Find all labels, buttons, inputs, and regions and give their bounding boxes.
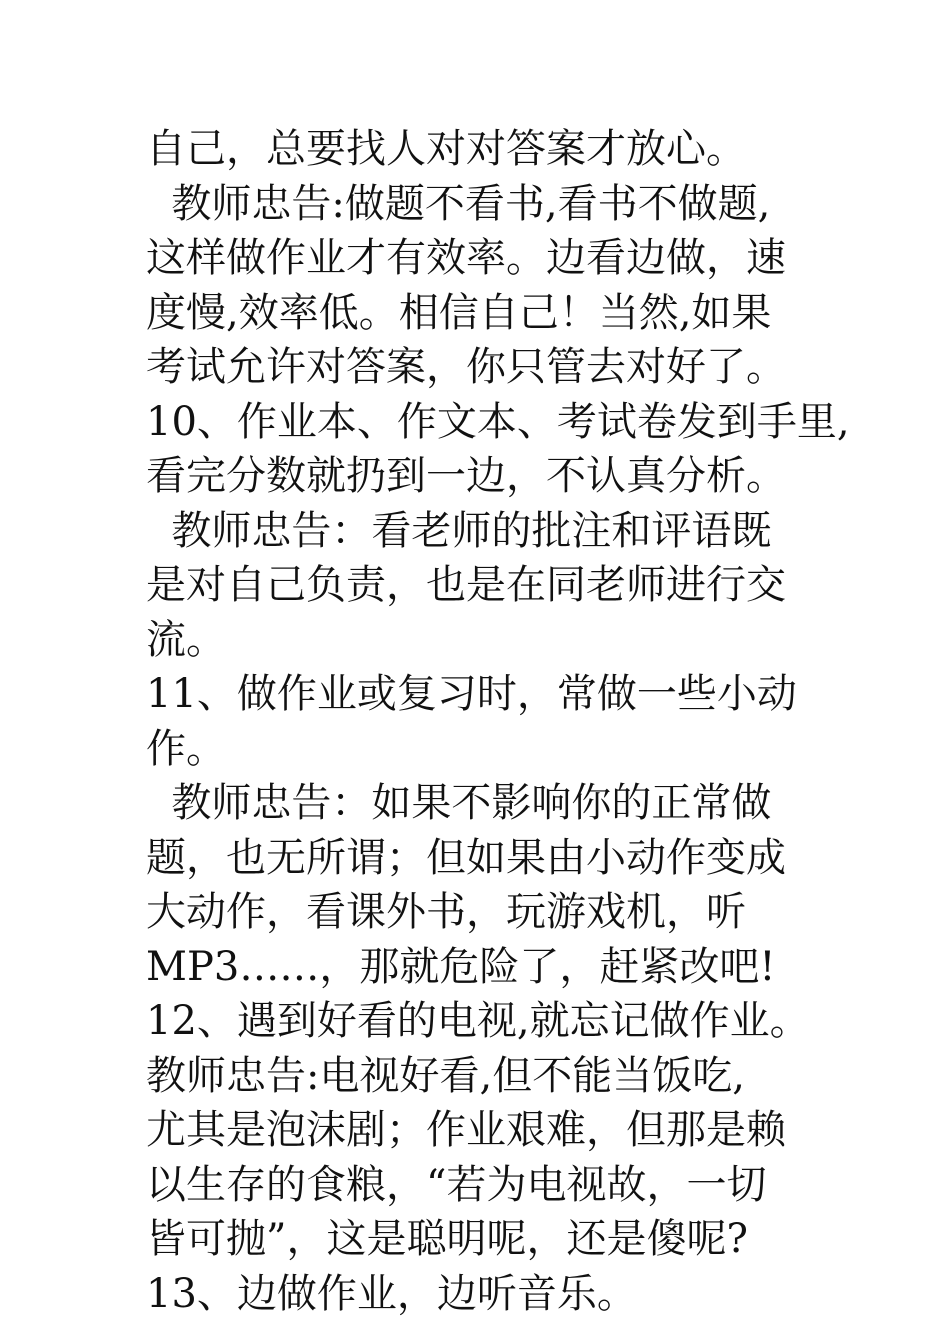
text-line: 看完分数就扔到一边，不认真分析。 (146, 453, 786, 499)
text-line: 10、作业本、作文本、考试卷发到手里, (146, 398, 850, 445)
text-line: 13、边做作业，边听音乐。 (146, 1270, 637, 1317)
text-line: 教师忠告:电视好看,但不能当饭吃, (146, 1052, 745, 1099)
text-line: 流。 (146, 616, 226, 663)
text-line: 教师忠告：看老师的批注和评语既 (146, 507, 772, 554)
text-line: 度慢,效率低。相信自己！当然,如果 (146, 289, 772, 336)
text-line: MP3……，那就危险了，赶紧改吧! (146, 943, 776, 990)
text-line: 这样做作业才有效率。边看边做，速 (146, 235, 786, 281)
text-line: 作。 (146, 725, 226, 772)
text-line: 11、做作业或复习时，常做一些小动 (146, 671, 797, 717)
text-line: 教师忠告：如果不影响你的正常做 (146, 780, 772, 826)
text-line: 考试允许对答案，你只管去对好了。 (146, 344, 786, 390)
text-line: 以生存的食粮，“若为电视故，一切 (146, 1161, 767, 1208)
text-line: 题，也无所谓；但如果由小动作变成 (146, 834, 786, 881)
text-line: 自己，总要找人对对答案才放心。 (146, 126, 746, 172)
text-line: 大动作，看课外书，玩游戏机，听 (146, 889, 746, 935)
text-line: 尤其是泡沫剧；作业艰难，但那是赖 (146, 1107, 786, 1153)
text-line: 教师忠告:做题不看书,看书不做题, (146, 180, 771, 227)
text-line: 12、遇到好看的电视,就忘记做作业。 (146, 998, 810, 1044)
text-line: 是对自己负责，也是在同老师进行交 (146, 562, 786, 608)
text-line: 皆可抛”，这是聪明呢，还是傻呢? (146, 1216, 748, 1262)
document-body (146, 122, 850, 1321)
